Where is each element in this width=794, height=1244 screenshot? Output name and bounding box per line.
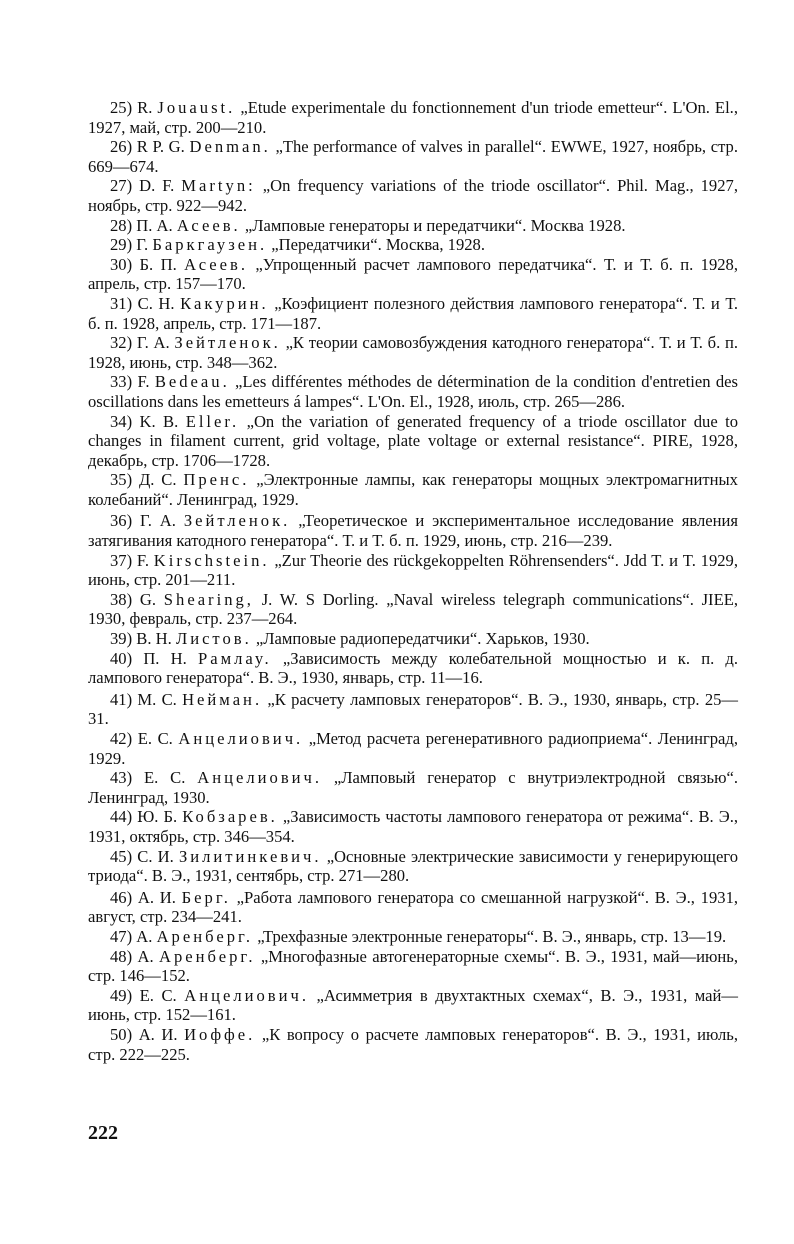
- reference-entry: [88, 690, 738, 729]
- reference-entry: [88, 235, 738, 255]
- reference-entry: [88, 294, 738, 333]
- reference-entry: [88, 551, 738, 590]
- reference-entry: [88, 629, 738, 649]
- author-surname: Листов.: [175, 629, 252, 649]
- reference-number: 43): [110, 768, 133, 788]
- reference-text: „К теории самовозбуждения катодного генератора“. Т. и Т. б. п. 1928, июнь, стр. 348—362.: [88, 333, 739, 372]
- author-initials: Е. С.: [137, 729, 173, 748]
- author-initials: G.: [139, 589, 157, 609]
- author-initials: Г. А.: [136, 333, 170, 353]
- author-initials: K. B.: [139, 411, 179, 431]
- reference-entry: [88, 1025, 738, 1064]
- reference-entry: [88, 927, 738, 947]
- reference-entry: [88, 768, 738, 807]
- author-initials: Д. С.: [138, 470, 177, 490]
- reference-text: „Основные электрические зависимости у генерирующего триода“. В. Э., 1931, сентябрь, стр. 271—280.: [88, 846, 738, 886]
- reference-text: „Коэфициент полезного действия лампового генератора“. Т. и Т. б. п. 1928, апрель, стр. 171—187.: [88, 293, 738, 333]
- author-surname: Нейман.: [182, 689, 263, 709]
- author-surname: Анцелиович.: [184, 985, 309, 1005]
- reference-entry: [88, 372, 738, 411]
- reference-text: „Метод расчета регенеративного радиоприема“. Ленинград, 1929.: [88, 729, 739, 768]
- reference-number: 25): [110, 98, 133, 117]
- author-initials: Е. С.: [144, 768, 186, 788]
- reference-text: „Передатчики“. Москва, 1928.: [271, 235, 486, 255]
- author-initials: R.: [137, 98, 153, 117]
- author-initials: D. F.: [139, 176, 175, 196]
- author-surname: Аренберг.: [158, 946, 256, 966]
- reference-text: „Les différentes méthodes de détermination de la condition d'entretien des oscillations dans les emetteurs á lampes“. L'On. El., 1928, июль, стр. 265—286.: [88, 372, 738, 411]
- author-surname: Анцелиович.: [178, 729, 304, 748]
- page-number: 222: [88, 1122, 118, 1144]
- reference-text: „К расчету ламповых генераторов“. В. Э., 1930, январь, стр. 25—31.: [88, 689, 739, 729]
- author-initials: Г.: [136, 235, 149, 255]
- author-surname: Denman.: [189, 137, 271, 157]
- reference-number: 37): [110, 550, 133, 570]
- author-initials: Е. С.: [139, 985, 177, 1005]
- author-initials: В. Н.: [136, 629, 172, 649]
- reference-number: 45): [110, 846, 133, 866]
- author-surname: Асеев.: [176, 215, 241, 235]
- author-surname: Eller.: [185, 411, 240, 431]
- reference-entry: [88, 847, 738, 886]
- reference-text: „Теоретическое и экспериментальное исследование явления затягивания катодного генератора“. Т. и Т. б. п. 1929, июнь, стр. 216—239.: [88, 511, 738, 551]
- author-surname: Зейтленок.: [174, 333, 281, 353]
- reference-number: 41): [110, 689, 133, 709]
- reference-entry: [88, 412, 738, 471]
- reference-entry: [88, 888, 738, 927]
- reference-text: „Работа лампового генератора со смешанной нагрузкой“. В. Э., 1931, август, стр. 234—241.: [88, 887, 739, 927]
- reference-number: 35): [110, 470, 133, 490]
- reference-entry: [88, 176, 738, 215]
- reference-entry: [88, 98, 738, 137]
- reference-text: „Зависимость между колебательной мощностью и к. п. д. лампового генератора“. В. Э., 1930, январь, стр. 11—16.: [88, 648, 739, 688]
- reference-number: 48): [110, 946, 133, 966]
- reference-list: [88, 98, 738, 1064]
- reference-text: „Упрощенный расчет лампового передатчика“. Т. и Т. б. п. 1928, апрель, стр. 157—170.: [88, 254, 739, 294]
- author-initials: F.: [136, 550, 149, 570]
- author-surname: Кобзарев.: [182, 807, 278, 827]
- reference-entry: [88, 255, 738, 294]
- reference-number: 33): [110, 372, 133, 392]
- reference-text: „К вопросу о расчете ламповых генераторов“. В. Э., 1931, июль, стр. 222—225.: [88, 1024, 738, 1064]
- reference-entry: [88, 807, 738, 846]
- author-initials: С. И.: [137, 846, 174, 866]
- reference-number: 46): [110, 887, 133, 907]
- author-surname: Баркгаузен.: [152, 235, 268, 255]
- reference-entry: [88, 649, 738, 688]
- reference-number: 31): [110, 293, 133, 313]
- author-surname: Jouaust.: [157, 98, 236, 117]
- reference-number: 28): [110, 215, 133, 235]
- author-initials: R P. G.: [136, 137, 185, 157]
- author-initials: С. Н.: [137, 293, 175, 313]
- reference-number: 42): [110, 729, 133, 748]
- reference-number: 49): [110, 985, 133, 1005]
- reference-entry: [88, 470, 738, 509]
- author-surname: Shearing,: [163, 589, 254, 609]
- reference-entry: [88, 216, 738, 236]
- reference-entry: [88, 333, 738, 372]
- reference-text: „Многофазные автогенераторные схемы“. В. Э., 1931, май—июнь, стр. 146—152.: [88, 946, 739, 986]
- reference-number: 38): [110, 589, 133, 609]
- reference-text: J. W. S Dorling. „Naval wireless telegraph communications“. JIEE, 1930, февраль, стр. 237—264.: [88, 589, 739, 629]
- author-surname: Анцелиович.: [197, 768, 323, 788]
- reference-text: „The performance of valves in parallel“. EWWE, 1927, ноябрь, стр. 669—674.: [88, 137, 738, 176]
- author-initials: П. А.: [136, 215, 173, 235]
- reference-text: „On the variation of generated frequency of a triode oscillator due to changes in filament current, grid voltage, plate voltage or external resistance“. PIRE, 1928, декабрь, стр. 1706—1728.: [88, 411, 738, 470]
- reference-number: 34): [110, 411, 133, 431]
- author-surname: Зилитинкевич.: [178, 846, 322, 866]
- author-initials: А. И.: [137, 887, 176, 907]
- reference-text: „Zur Theorie des rückgekoppelten Röhrensenders“. Jdd T. и T. 1929, июнь, стр. 201—211.: [88, 550, 738, 590]
- author-surname: Какурин.: [180, 293, 269, 313]
- reference-text: „Ламповый генератор с внутриэлектродной связью“. Ленинград, 1930.: [88, 768, 738, 807]
- reference-number: 36): [110, 511, 133, 531]
- reference-entry: [88, 729, 738, 768]
- author-initials: П. Н.: [143, 648, 187, 668]
- reference-text: „Электронные лампы, как генераторы мощных электромагнитных колебаний“. Ленинград, 1929.: [88, 470, 738, 509]
- author-surname: Иоффе.: [184, 1024, 256, 1044]
- reference-text: „Асимметрия в двухтактных схемах“, В. Э., 1931, май—июнь, стр. 152—161.: [88, 985, 738, 1025]
- reference-text: „Трехфазные электронные генераторы“. В. Э., январь, стр. 13—19.: [257, 926, 727, 946]
- author-initials: Ю. Б.: [137, 807, 178, 827]
- reference-number: 27): [110, 176, 133, 196]
- reference-number: 32): [110, 333, 133, 353]
- author-surname: Martyn:: [181, 176, 256, 196]
- reference-entry: [88, 590, 738, 629]
- author-surname: Асеев.: [184, 254, 248, 274]
- reference-number: 26): [110, 137, 133, 157]
- reference-number: 44): [110, 807, 133, 827]
- author-initials: А.: [136, 926, 153, 946]
- author-initials: А.: [137, 946, 154, 966]
- author-initials: F.: [137, 372, 150, 392]
- author-surname: Аренберг.: [156, 926, 254, 946]
- reference-number: 30): [110, 254, 133, 274]
- reference-number: 47): [110, 926, 133, 946]
- reference-text: „Зависимость частоты лампового генератора от режима“. В. Э., 1931, октябрь, стр. 346—354.: [88, 807, 739, 846]
- reference-text: „On frequency variations of the triode oscillator“. Phil. Mag., 1927, ноябрь, стр. 922—942.: [88, 176, 738, 215]
- author-surname: Зейтленок.: [183, 511, 291, 531]
- author-surname: Пренс.: [183, 470, 250, 490]
- reference-number: 40): [110, 648, 133, 668]
- author-surname: Рамлау.: [198, 648, 272, 668]
- reference-entry: [88, 137, 738, 176]
- reference-text: „Ламповые радиопередатчики“. Харьков, 1930.: [255, 629, 590, 649]
- author-surname: Kirschstein.: [153, 550, 270, 570]
- author-surname: Bedeau.: [154, 372, 230, 392]
- author-initials: А. И.: [138, 1024, 178, 1044]
- author-initials: Г. А.: [140, 511, 176, 531]
- author-surname: Берг.: [181, 887, 231, 907]
- reference-text: „Etude experimentale du fonctionnement d'un triode emetteur“. L'On. El., 1927, май, стр. 200—210.: [88, 98, 738, 137]
- reference-number: 50): [110, 1024, 133, 1044]
- reference-text: „Ламповые генераторы и передатчики“. Москва 1928.: [244, 215, 626, 235]
- reference-entry: [88, 986, 738, 1025]
- reference-entry: [88, 511, 738, 550]
- reference-number: 29): [110, 235, 133, 255]
- reference-number: 39): [110, 629, 133, 649]
- author-initials: Б. П.: [139, 254, 177, 274]
- reference-entry: [88, 947, 738, 986]
- author-initials: М. С.: [137, 689, 177, 709]
